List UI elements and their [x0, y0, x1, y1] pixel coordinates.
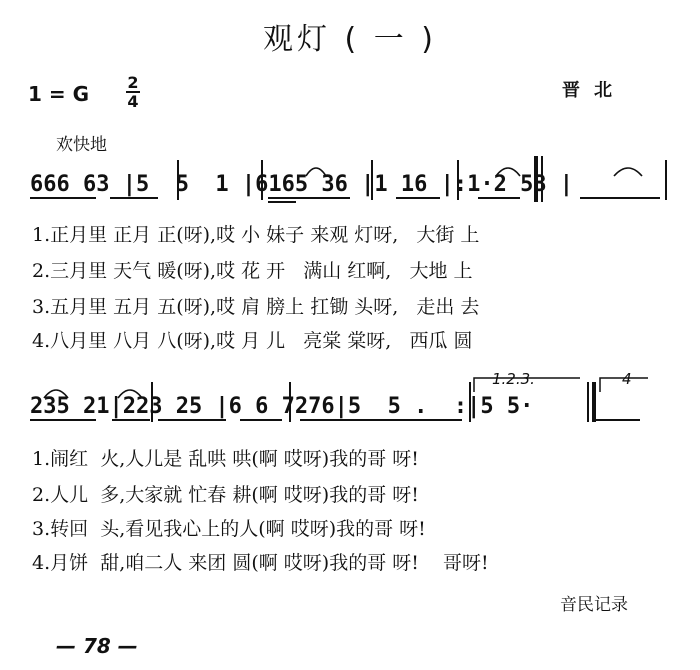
verse-a-line-2: 2.三月里 天气 暖(呀),哎 花 开 满山 红啊, 大地 上 — [32, 260, 473, 282]
notation-line-2: 235 21|223 25 |6 6 7276|5 5 . :|5 5· — [30, 394, 534, 419]
slurs-2 — [44, 390, 142, 398]
beam-lines-1 — [30, 198, 660, 202]
barlines-1 — [178, 156, 666, 202]
region-label: 晋北 — [562, 80, 626, 101]
notation-line-1: 666 63 |5 5 1 |6165 36 |1 16 |:1·2 53 | — [30, 172, 574, 197]
recorder-credit: 音民记录 — [560, 595, 628, 615]
time-signature-top: 2 — [127, 73, 139, 92]
slurs-1 — [306, 168, 642, 176]
verse-a-line-1: 1.正月里 正月 正(呀),哎 小 妹子 来观 灯呀, 大街 上 — [32, 224, 480, 246]
ending-label-second: 4 — [622, 370, 632, 388]
verse-b-line-1: 1.闹红 火,人儿是 乱哄 哄(啊 哎呀)我的哥 呀! — [32, 448, 419, 470]
tempo-marking: 欢快地 — [56, 135, 107, 155]
barlines-2 — [152, 382, 594, 422]
verse-b-line-2: 2.人儿 多,大家就 忙春 耕(啊 哎呀)我的哥 呀! — [32, 484, 419, 506]
page-number: — 78 — — [56, 634, 138, 658]
key-signature: 1 = G — [28, 82, 90, 106]
ending-label-first: 1.2.3. — [492, 370, 535, 388]
verse-b-line-4: 4.月饼 甜,咱二人 来团 圆(啊 哎呀)我的哥 呀! 哥呀! — [32, 552, 489, 574]
verse-a-line-3: 3.五月里 五月 五(呀),哎 肩 膀上 扛锄 头呀, 走出 去 — [32, 296, 480, 318]
song-title: 观灯 ( 一 ) — [262, 22, 438, 57]
verse-a-line-4: 4.八月里 八月 八(呀),哎 月 儿 亮棠 棠呀, 西瓜 圆 — [32, 330, 473, 352]
time-signature-bottom: 4 — [127, 92, 139, 111]
verse-b-line-3: 3.转回 头,看见我心上的人(啊 哎呀)我的哥 呀! — [32, 518, 426, 540]
volta-brackets — [474, 378, 648, 392]
